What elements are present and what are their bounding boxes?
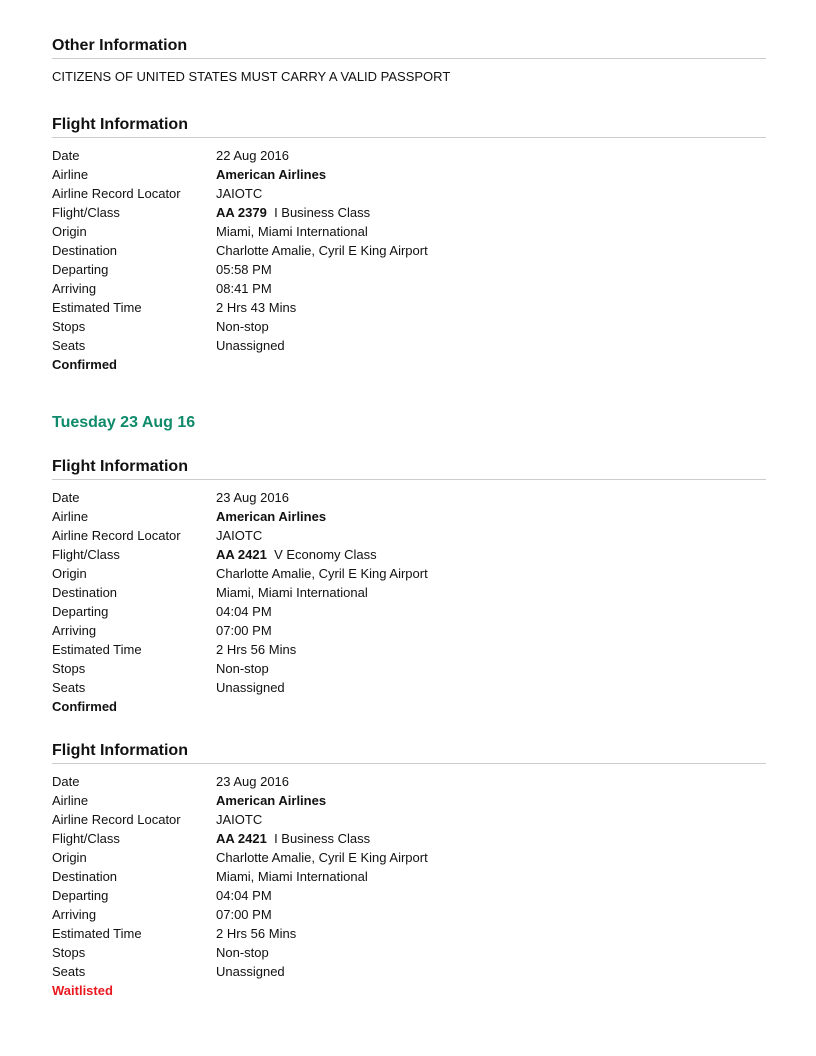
date-row — [52, 146, 766, 165]
record-locator-value: JAIOTC — [216, 186, 263, 201]
date-label: Date — [52, 490, 80, 505]
destination-row — [52, 867, 766, 886]
origin-row — [52, 222, 766, 241]
section-title: Flight Information — [52, 457, 766, 480]
flight-class-label: Flight/Class — [52, 831, 120, 846]
stops-label: Stops — [52, 661, 86, 676]
flight-class-row — [52, 829, 766, 848]
seats-value: Unassigned — [216, 680, 285, 695]
flight-details — [52, 146, 766, 374]
arriving-label: Arriving — [52, 907, 97, 922]
airline-label: Airline — [52, 167, 89, 182]
destination-row — [52, 583, 766, 602]
origin-value: Charlotte Amalie, Cyril E King Airport — [216, 566, 428, 581]
airline-row — [52, 165, 766, 184]
record-locator-row — [52, 810, 766, 829]
record-locator-value: JAIOTC — [216, 812, 263, 827]
stops-value: Non-stop — [216, 661, 269, 676]
waitlisted-status: Waitlisted — [52, 983, 113, 998]
arriving-row — [52, 279, 766, 298]
day-heading: Tuesday 23 Aug 16 — [52, 414, 196, 431]
flight-class: V Economy Class — [274, 547, 377, 562]
flight-information-section — [52, 741, 766, 1000]
flight-class-value — [216, 203, 370, 222]
flight-class: I Business Class — [274, 205, 371, 220]
airline-label: Airline — [52, 793, 89, 808]
date-value: 23 Aug 2016 — [216, 774, 290, 789]
flight-class-label: Flight/Class — [52, 205, 120, 220]
flight-number: AA 2421 — [216, 831, 267, 846]
record-locator-label: Airline Record Locator — [52, 812, 181, 827]
departing-label: Departing — [52, 888, 109, 903]
itinerary-page — [52, 36, 766, 1000]
seats-label: Seats — [52, 680, 86, 695]
airline-value: American Airlines — [216, 509, 327, 524]
flight-class-value — [216, 829, 370, 848]
record-locator-label: Airline Record Locator — [52, 528, 181, 543]
seats-label: Seats — [52, 338, 86, 353]
departing-value: 04:04 PM — [216, 604, 272, 619]
booking-status: Confirmed — [52, 357, 117, 372]
departing-row — [52, 260, 766, 279]
arriving-row — [52, 905, 766, 924]
seats-row — [52, 678, 766, 697]
departing-value: 05:58 PM — [216, 262, 272, 277]
flight-information-section — [52, 115, 766, 374]
seats-label: Seats — [52, 964, 86, 979]
stops-value: Non-stop — [216, 945, 269, 960]
seats-row — [52, 336, 766, 355]
departing-label: Departing — [52, 262, 109, 277]
arriving-label: Arriving — [52, 281, 97, 296]
departing-row — [52, 886, 766, 905]
estimated-time-label: Estimated Time — [52, 642, 142, 657]
passport-notice: CITIZENS OF UNITED STATES MUST CARRY A VALID PASSPORT — [52, 69, 451, 84]
date-row — [52, 772, 766, 791]
flight-class: I Business Class — [274, 831, 371, 846]
estimated-time-row — [52, 298, 766, 317]
record-locator-row — [52, 184, 766, 203]
origin-label: Origin — [52, 566, 87, 581]
record-locator-value: JAIOTC — [216, 528, 263, 543]
destination-label: Destination — [52, 869, 118, 884]
airline-value: American Airlines — [216, 793, 327, 808]
airline-label: Airline — [52, 509, 89, 524]
date-value: 23 Aug 2016 — [216, 490, 290, 505]
date-label: Date — [52, 148, 80, 163]
destination-value: Miami, Miami International — [216, 869, 368, 884]
origin-label: Origin — [52, 850, 87, 865]
arriving-label: Arriving — [52, 623, 97, 638]
record-locator-label: Airline Record Locator — [52, 186, 181, 201]
departing-row — [52, 602, 766, 621]
stops-row — [52, 317, 766, 336]
flight-number: AA 2421 — [216, 547, 267, 562]
destination-label: Destination — [52, 585, 118, 600]
estimated-time-value: 2 Hrs 56 Mins — [216, 926, 297, 941]
section-title: Other Information — [52, 36, 766, 59]
date-row — [52, 488, 766, 507]
stops-row — [52, 943, 766, 962]
arriving-value: 07:00 PM — [216, 907, 272, 922]
estimated-time-label: Estimated Time — [52, 300, 142, 315]
stops-label: Stops — [52, 319, 86, 334]
section-title: Flight Information — [52, 741, 766, 764]
estimated-time-value: 2 Hrs 56 Mins — [216, 642, 297, 657]
airline-value: American Airlines — [216, 167, 327, 182]
origin-value: Miami, Miami International — [216, 224, 368, 239]
destination-row — [52, 241, 766, 260]
origin-label: Origin — [52, 224, 87, 239]
section-title: Flight Information — [52, 115, 766, 138]
flight-class-row — [52, 203, 766, 222]
origin-row — [52, 564, 766, 583]
flight-number: AA 2379 — [216, 205, 267, 220]
seats-value: Unassigned — [216, 964, 285, 979]
estimated-time-row — [52, 924, 766, 943]
origin-row — [52, 848, 766, 867]
origin-value: Charlotte Amalie, Cyril E King Airport — [216, 850, 428, 865]
booking-status: Confirmed — [52, 699, 117, 714]
date-value: 22 Aug 2016 — [216, 148, 290, 163]
estimated-time-label: Estimated Time — [52, 926, 142, 941]
estimated-time-row — [52, 640, 766, 659]
seats-value: Unassigned — [216, 338, 285, 353]
arriving-row — [52, 621, 766, 640]
stops-value: Non-stop — [216, 319, 269, 334]
date-label: Date — [52, 774, 80, 789]
flight-information-section — [52, 457, 766, 716]
estimated-time-value: 2 Hrs 43 Mins — [216, 300, 297, 315]
record-locator-row — [52, 526, 766, 545]
destination-value: Charlotte Amalie, Cyril E King Airport — [216, 243, 428, 258]
arriving-value: 08:41 PM — [216, 281, 272, 296]
departing-label: Departing — [52, 604, 109, 619]
departing-value: 04:04 PM — [216, 888, 272, 903]
stops-row — [52, 659, 766, 678]
seats-row — [52, 962, 766, 981]
arriving-value: 07:00 PM — [216, 623, 272, 638]
flight-class-row — [52, 545, 766, 564]
airline-row — [52, 791, 766, 810]
other-information-section — [52, 36, 766, 86]
destination-value: Miami, Miami International — [216, 585, 368, 600]
flight-class-label: Flight/Class — [52, 547, 120, 562]
flight-details — [52, 772, 766, 1000]
flight-details — [52, 488, 766, 716]
airline-row — [52, 507, 766, 526]
stops-label: Stops — [52, 945, 86, 960]
flight-class-value — [216, 545, 377, 564]
destination-label: Destination — [52, 243, 118, 258]
